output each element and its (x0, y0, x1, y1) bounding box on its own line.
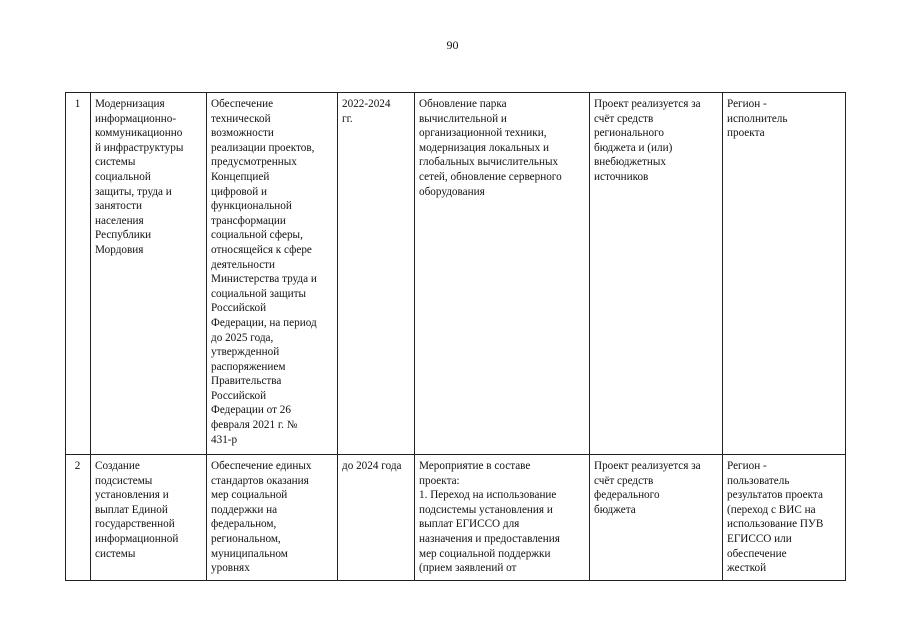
period-cell (338, 93, 415, 455)
basis-cell (207, 93, 338, 455)
row-number-cell (66, 93, 91, 455)
region-role: Регион - исполнитель проекта (727, 98, 788, 140)
project-period: 2022-2024 гг. (342, 98, 391, 125)
row-number-cell (66, 455, 91, 581)
measures-cell (415, 93, 590, 455)
funding-cell (590, 455, 723, 581)
measures-cell (415, 455, 590, 581)
row-number: 1 (74, 98, 81, 110)
project-funding: Проект реализуется за счёт средств регионального бюджета и (или) внебюджетных источников (594, 98, 701, 183)
project-basis: Обеспечение технической возможности реализации проектов, предусмотренных Концепцией цифровой и функциональной трансформации социальной сферы, относящейся к сфере деятельности Министерства труда и социальной защиты Российской Федерации, на период до 2025 года, утвержденной распоряжением Правительства Российской Федерации от 26 февраля 2021 г. № 431-р (211, 98, 317, 446)
project-name: Модернизация информационно- коммуникационно й инфраструктуры системы социальной защиты, труда и занятости населения Республики Мордовия (95, 98, 184, 256)
project-name-cell (91, 455, 207, 581)
period-cell (338, 455, 415, 581)
project-basis: Обеспечение единых стандартов оказания мер социальной поддержки на федеральном, региональном, муниципальном уровнях (211, 460, 312, 575)
role-cell (723, 93, 846, 455)
table-row (66, 93, 846, 455)
measures-table (65, 92, 846, 581)
role-cell (723, 455, 846, 581)
funding-cell (590, 93, 723, 455)
project-measures: Обновление парка вычислительной и организационной техники, модернизация локальных и глобальных вычислительных сетей, обновление серверного оборудования (419, 98, 562, 198)
region-role: Регион - пользователь результатов проекта (переход с ВИС на использование ПУВ ЕГИССО или обеспечение жесткой (727, 460, 824, 575)
project-name: Создание подсистемы установления и выплат Единой государственной информационной системы (95, 460, 179, 560)
project-name-cell (91, 93, 207, 455)
table-row (66, 455, 846, 581)
row-number: 2 (74, 460, 81, 472)
project-period: до 2024 года (342, 460, 402, 472)
page-number: 90 (446, 38, 459, 52)
project-funding: Проект реализуется за счёт средств федерального бюджета (594, 460, 701, 516)
basis-cell (207, 455, 338, 581)
project-measures: Мероприятие в составе проекта: 1. Переход на использование подсистемы установления и выплат ЕГИССО для назначения и предоставления мер социальной поддержки (прием заявлений от (419, 460, 560, 575)
